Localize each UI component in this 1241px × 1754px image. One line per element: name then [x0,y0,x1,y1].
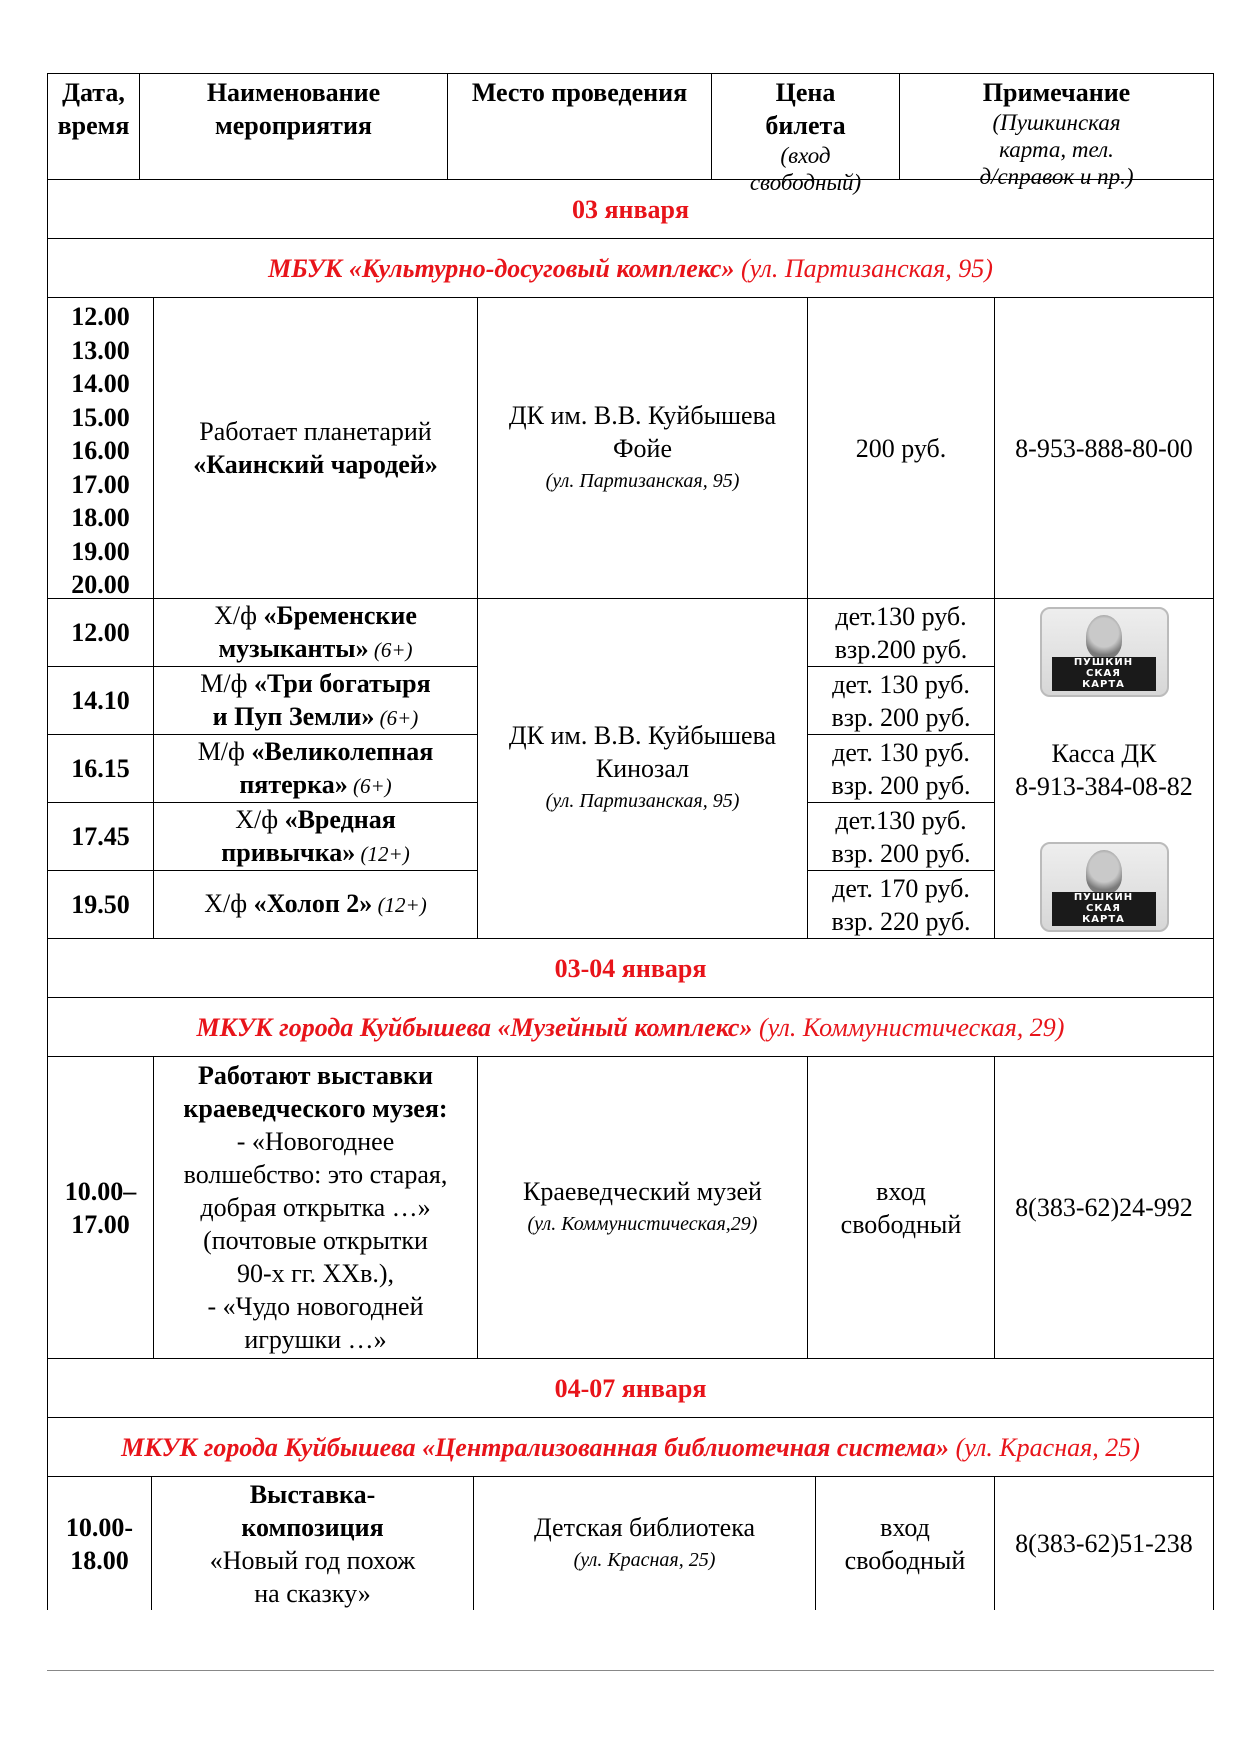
org-name: МБУК «Культурно-досуговый комплекс» [268,253,735,283]
film-age: (12+) [355,841,410,866]
museum-price: вход свободный [807,1056,994,1358]
film-title: «Бременские музыканты» [218,600,417,663]
film-age: (6+) [368,637,413,662]
planetarium-event [153,297,477,598]
org-row-library [47,1417,1214,1476]
film-title: «Холоп 2» [253,889,373,918]
cinema-place [477,598,807,938]
planetarium-price: 200 руб. [807,297,994,598]
cinema-place-addr: (ул. Партизанская, 95) [545,790,740,812]
film-price: дет. 170 руб. взр. 220 руб. [807,870,994,938]
film-prefix: Х/ф [214,600,264,630]
museum-place [477,1056,807,1358]
film-price: дет. 130 руб. взр. 200 руб. [807,666,994,734]
library-price: вход свободный [815,1476,994,1610]
museum-place-name: Краеведческий музей [523,1176,762,1206]
film-prefix: Х/ф [204,889,254,918]
header-price-note: (вход свободный) [749,143,862,195]
museum-event-body: - «Новогоднее волшебство: это старая, добрая открытка …» (почтовые открытки 90-х гг. ХХв.), - «Чудо новогодней игрушки …» [183,1127,448,1354]
film-price: дет.130 руб. взр.200 руб. [807,598,994,666]
org-row-museum [47,997,1214,1056]
film-prefix: М/ф [200,668,254,698]
date-row-jan-03: 03 января [47,179,1214,238]
header-price-label: Цена билета [765,78,846,140]
film-title: «Три богатыря и Пуп Земли» [212,668,431,731]
film-prefix: Х/ф [235,804,285,834]
library-place-name: Детская библиотека [534,1512,755,1542]
film-age: (6+) [374,705,419,730]
museum-place-addr: (ул. Коммунистическая,29) [527,1212,758,1235]
date-row-jan-04-07: 04-07 января [47,1358,1214,1417]
film-time: 16.15 [47,734,153,802]
film-time: 14.10 [47,666,153,734]
library-place [473,1476,815,1610]
film-title-cell [153,802,477,870]
planetarium-place-name: ДК им. В.В. Куйбышева Фойе [508,400,777,463]
film-prefix: М/ф [197,736,252,766]
planetarium-phone: 8-953-888-80-00 [994,297,1214,598]
header-place: Место проведения [447,73,711,179]
org-name: МКУК города Куйбышева «Централизованная библиотечная система» [121,1432,950,1462]
film-title-cell [153,734,477,802]
film-title: «Великолепная пятерка» [239,736,434,799]
museum-event [153,1056,477,1358]
planetarium-event-line: Работает планетарий [199,417,432,446]
film-price: дет.130 руб. взр. 200 руб. [807,802,994,870]
film-time: 17.45 [47,802,153,870]
pushkin-card-logo: ПУШКИН СКАЯ КАРТА [1040,607,1169,697]
header-remark-label: Примечание [982,78,1131,107]
film-age: (12+) [372,893,427,917]
library-event [151,1476,473,1610]
library-event-body: «Новый год похож на сказку» [209,1545,416,1608]
film-time: 19.50 [47,870,153,938]
film-title-cell [153,870,477,938]
library-event-title: Выставка- композиция [241,1479,384,1542]
planetarium-place-addr: (ул. Партизанская, 95) [545,469,740,492]
planetarium-times: 12.00 13.00 14.00 15.00 16.00 17.00 18.00 19.00 20.00 [47,297,153,598]
museum-event-title: Работают выставки краеведческого музея: [183,1061,448,1123]
film-price: дет. 130 руб. взр. 200 руб. [807,734,994,802]
library-place-addr: (ул. Красная, 25) [573,1548,716,1571]
cinema-phone: 8-913-384-08-82 [1015,771,1193,801]
museum-time: 10.00– 17.00 [47,1056,153,1358]
film-title-cell [153,598,477,666]
header-remark-note: (Пушкинская карта, тел. д/справок и пр.) [979,110,1134,189]
org-address: (ул. Коммунистическая, 29) [758,1012,1065,1042]
cinema-box-office: Касса ДК [1051,738,1157,768]
header-price [711,73,899,195]
film-title: «Вредная привычка» [221,804,396,867]
org-address: (ул. Партизанская, 95) [740,253,993,283]
library-phone: 8(383-62)51-238 [994,1476,1214,1610]
cinema-remark [994,598,1214,938]
museum-phone: 8(383-62)24-992 [994,1056,1214,1358]
film-time: 12.00 [47,598,153,666]
org-address: (ул. Красная, 25) [955,1432,1140,1462]
pushkin-card-logo: ПУШКИН СКАЯ КАРТА [1040,842,1169,932]
footer-divider [47,1670,1214,1671]
header-remark [899,73,1214,189]
film-age: (6+) [347,773,392,798]
date-row-jan-03-04: 03-04 января [47,938,1214,997]
film-title-cell [153,666,477,734]
planetarium-place [477,297,807,598]
library-time: 10.00- 18.00 [47,1476,151,1610]
org-name: МКУК города Куйбышева «Музейный комплекс» [196,1012,753,1042]
planetarium-event-title: «Каинский чародей» [193,450,438,479]
cinema-place-name: ДК им. В.В. Куйбышева Кинозал [508,721,777,783]
header-event-name: Наименование мероприятия [139,73,447,179]
header-date-time: Дата, время [47,73,139,179]
org-row-kdk [47,238,1214,297]
